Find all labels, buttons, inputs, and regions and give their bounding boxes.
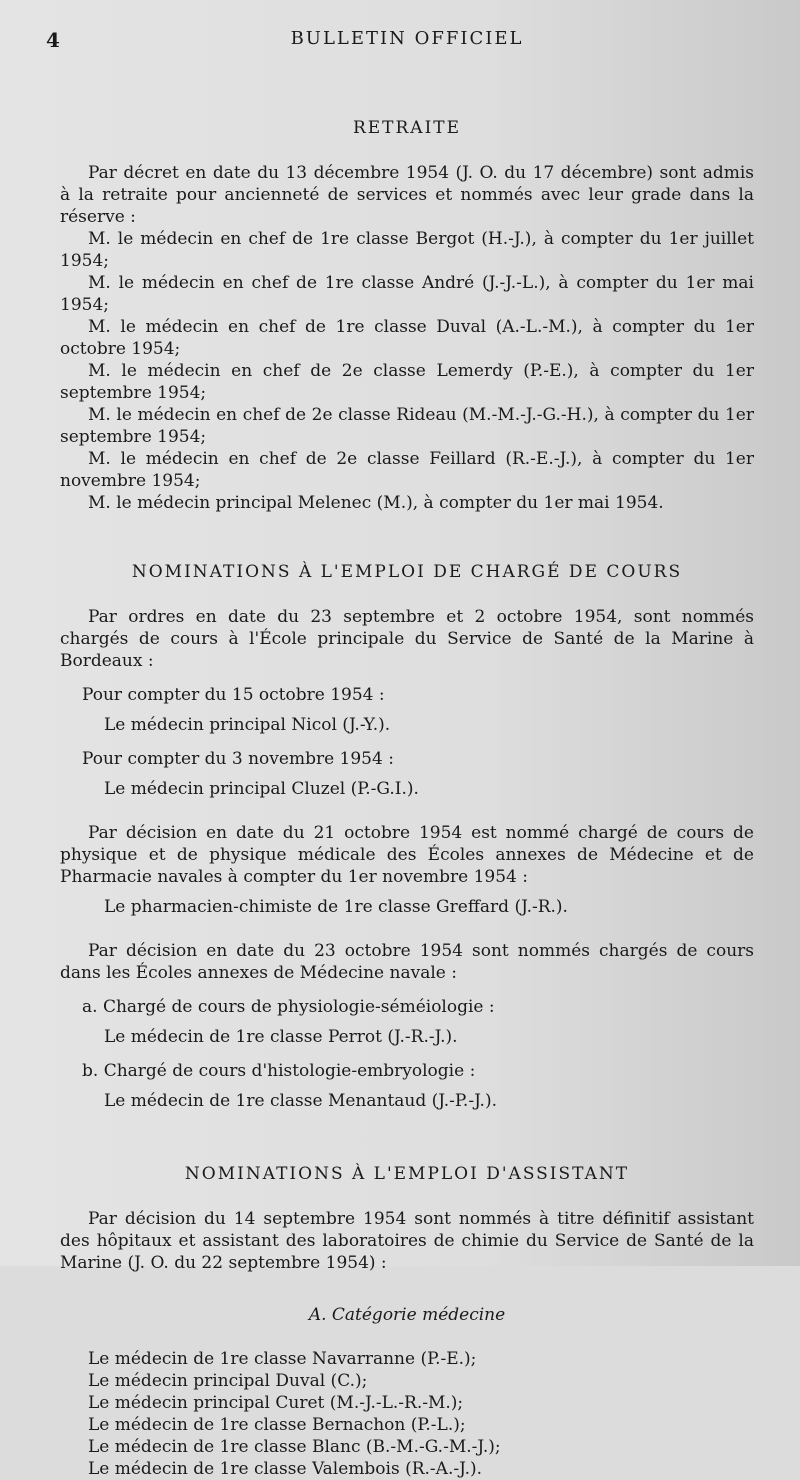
item-b: b. Chargé de cours d'histologie-embryologie : [82,1061,476,1081]
list-item: M. le médecin en chef de 2e classe Rideau (M.-M.-J.-G.-H.), à compter du 1er septembre 1954; [60,405,754,447]
paragraph: Par décision en date du 23 octobre 1954 sont nommés chargés de cours dans les Écoles annexes de Médecine navale : [60,941,754,983]
list-item: M. le médecin en chef de 2e classe Feillard (R.-E.-J.), à compter du 1er novembre 1954; [60,449,754,491]
date-line: Pour compter du 3 novembre 1954 : [82,749,394,769]
list-item: M. le médecin en chef de 1re classe Duval (A.-L.-M.), à compter du 1er octobre 1954; [60,317,754,359]
list-item: Le médecin principal Curet (M.-J.-L.-R.-M.); [88,1393,464,1413]
appointee: Le médecin de 1re classe Perrot (J.-R.-J.). [104,1027,458,1047]
appointee: Le médecin de 1re classe Menantaud (J.-P.-J.). [104,1091,498,1111]
appointee: Le médecin principal Nicol (J.-Y.). [104,715,391,735]
section-retraite [60,118,754,514]
section-title: NOMINATIONS À L'EMPLOI DE CHARGÉ DE COURS [131,562,683,582]
date-line: Pour compter du 15 octobre 1954 : [82,685,385,705]
intro-paragraph: Par décision du 14 septembre 1954 sont nommés à titre définitif assistant des hôpitaux et assistant des laboratoires de chimie du Service de Santé de la Marine (J. O. du 22 septembre 1954) : [60,1209,754,1273]
category-heading: A. Catégorie médecine [308,1305,506,1325]
page-header [46,28,754,68]
section-title: RETRAITE [352,118,462,138]
list-item: M. le médecin en chef de 1re classe Bergot (H.-J.), à compter du 1er juillet 1954; [60,229,754,271]
list-item: Le médecin de 1re classe Valembois (R.-A.-J.). [88,1459,483,1479]
retirement-list [60,228,754,514]
list-item: M. le médecin en chef de 1re classe André (J.-J.-L.), à compter du 1er mai 1954; [60,273,754,315]
intro-paragraph: Par décret en date du 13 décembre 1954 (J. O. du 17 décembre) sont admis à la retraite pour ancienneté de services et nommés avec leur grade dans la réserve : [60,163,754,227]
list-item: Le médecin de 1re classe Navarranne (P.-E.); [88,1349,477,1369]
section-title: NOMINATIONS À L'EMPLOI D'ASSISTANT [184,1164,630,1184]
paragraph: Par décision en date du 21 octobre 1954 est nommé chargé de cours de physique et de physique médicale des Écoles annexes de Médecine et de Pharmacie navales à compter du 1er novembre 1954 : [60,823,754,887]
paragraph: Par ordres en date du 23 septembre et 2 octobre 1954, sont nommés chargés de cours à l'École principale du Service de Santé de la Marine à Bordeaux : [60,607,754,671]
list-item: Le médecin de 1re classe Bernachon (P.-L.); [88,1415,466,1435]
list-item: M. le médecin en chef de 2e classe Lemerdy (P.-E.), à compter du 1er septembre 1954; [60,361,754,403]
item-a: a. Chargé de cours de physiologie-séméiologie : [82,997,495,1017]
section-assistant [60,1164,754,1480]
list-item: Le médecin principal Duval (C.); [88,1371,368,1391]
appointee: Le pharmacien-chimiste de 1re classe Greffard (J.-R.). [104,897,568,917]
list-item: M. le médecin principal Melenec (M.), à compter du 1er mai 1954. [88,493,664,513]
section-charge-de-cours [60,562,754,1112]
running-title: BULLETIN OFFICIEL [290,28,524,49]
page-number: 4 [46,28,60,52]
appointee: Le médecin principal Cluzel (P.-G.I.). [104,779,419,799]
list-item: Le médecin de 1re classe Blanc (B.-M.-G.-M.-J.); [88,1437,501,1457]
assistant-list [60,1348,754,1480]
